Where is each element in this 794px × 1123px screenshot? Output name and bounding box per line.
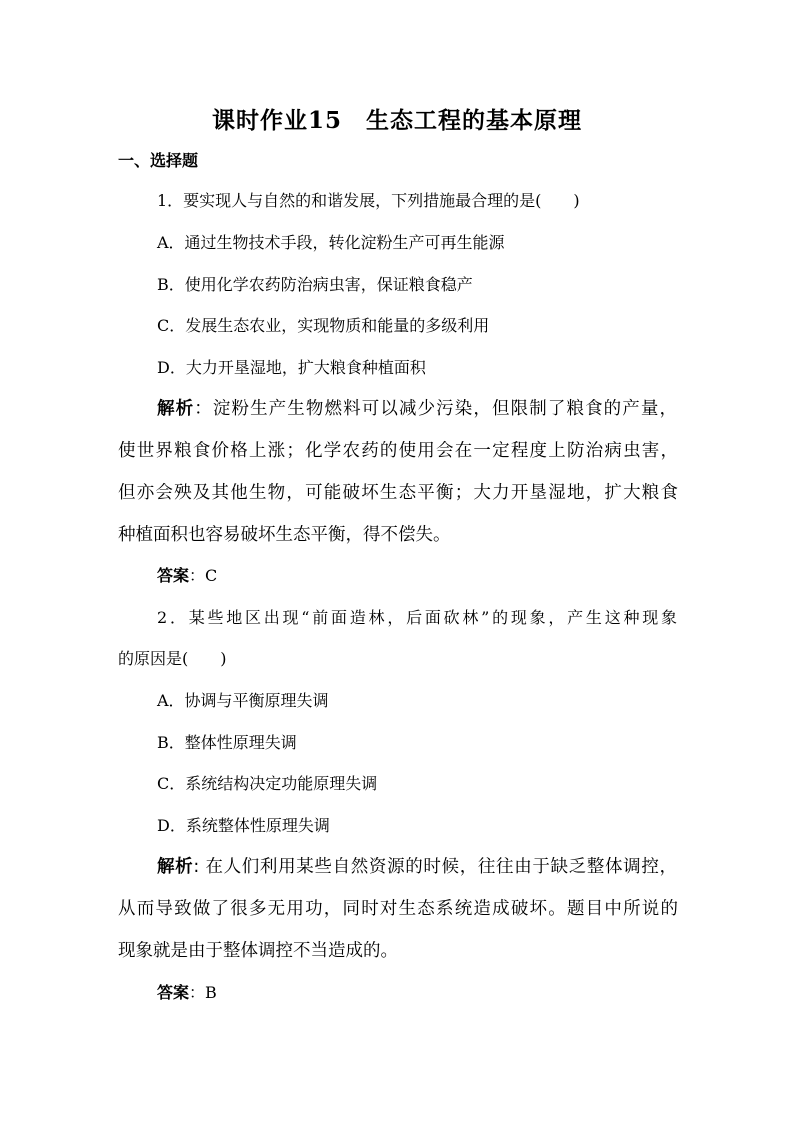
question-1-option-b: B．使用化学农药防治病虫害，保证粮食稳产 [157,275,473,294]
question-2-option-c: C．系统结构决定功能原理失调 [157,774,378,793]
section-heading: 一、选择题 [118,151,199,170]
question-1-analysis-line-4: 种植面积也容易破坏生态平衡，得不偿失。 [118,525,451,545]
answer-value: ：B [189,983,217,1002]
analysis-text: : 在人们利用某些自然资源的时候，往往由于缺乏整体调控， [193,857,677,877]
question-1-option-a: A．通过生物技术手段，转化淀粉生产可再生能源 [157,233,505,252]
analysis-text: ：淀粉生产生物燃料可以减少污染，但限制了粮食的产量， [194,399,678,419]
question-2-analysis-line-3: 现象就是由于整体调控不当造成的。 [118,941,398,961]
page-title: 课时作业15 生态工程的基本原理 [211,107,582,134]
question-1-analysis-line-2: 使世界粮食价格上涨；化学农药的使用会在一定程度上防治病虫害， [118,441,678,461]
question-1-analysis-line-3: 但亦会殃及其他生物，可能破坏生态平衡；大力开垦湿地，扩大粮食 [118,483,678,503]
question-1-analysis-line-1 [157,398,677,420]
question-2-analysis-line-2: 从而导致做了很多无用功，同时对生态系统造成破坏。题目中所说的 [118,899,678,919]
question-1-answer [157,565,217,587]
answer-label: 答案 [157,983,190,1002]
analysis-label: 解析 [157,399,195,419]
analysis-label: 解析 [157,857,194,877]
question-2-analysis-line-1 [157,856,677,878]
question-2-stem-line-1: 2．某些地区出现“前面造林，后面砍林”的现象，产生这种现象 [157,608,677,627]
question-2-option-b: B．整体性原理失调 [157,733,297,752]
question-1-option-d: D．大力开垦湿地，扩大粮食种植面积 [157,358,426,377]
answer-label: 答案 [157,566,190,585]
question-2-option-d: D．系统整体性原理失调 [157,816,330,835]
question-2-stem-line-2: 的原因是( ) [118,649,227,668]
question-1-stem: 1．要实现人与自然的和谐发展，下列措施最合理的是( ) [157,191,580,210]
question-2-option-a: A．协调与平衡原理失调 [157,691,329,710]
answer-value: ：C [189,566,218,585]
question-2-answer [157,982,217,1004]
question-1-option-c: C．发展生态农业，实现物质和能量的多级利用 [157,316,490,335]
